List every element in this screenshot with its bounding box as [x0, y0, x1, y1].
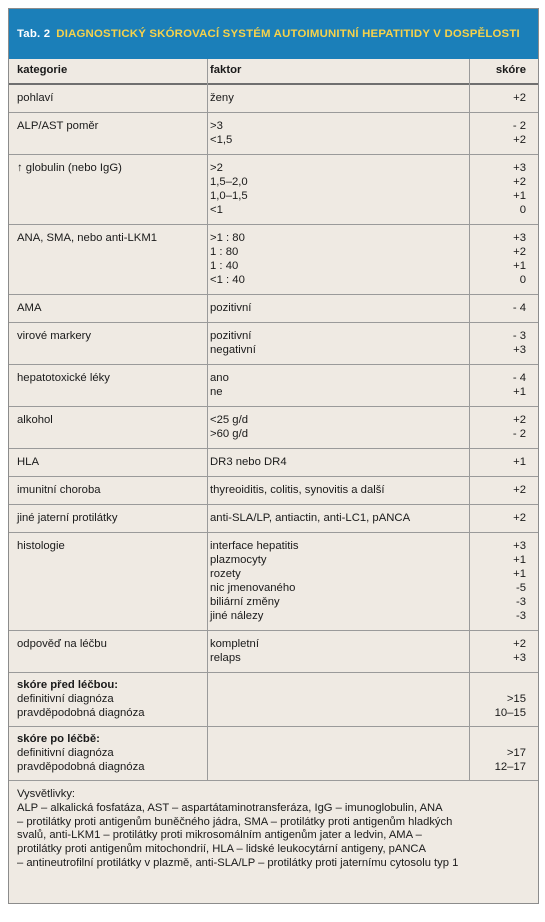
- score-before-value: >15: [506, 693, 526, 705]
- row-score: +1: [513, 456, 526, 468]
- row-factor: interface hepatitis: [210, 540, 299, 552]
- table-title-bar: [9, 9, 538, 59]
- row-factor: >1 : 80: [210, 232, 245, 244]
- row-category: virové markery: [17, 330, 92, 342]
- row-scores: [481, 455, 532, 469]
- column-header-row: [9, 59, 538, 85]
- table-row: [9, 407, 538, 449]
- row-scores: [481, 119, 532, 147]
- row-category: HLA: [17, 456, 39, 468]
- row-scores: [481, 483, 532, 497]
- row-score: +1: [513, 554, 526, 566]
- score-before-value: 10–15: [494, 707, 526, 719]
- row-score: - 4: [512, 372, 526, 384]
- row-scores: [481, 511, 532, 525]
- row-factors: [210, 413, 481, 441]
- row-factor: pozitivní: [210, 330, 252, 342]
- row-factors: [210, 483, 481, 497]
- row-score: +3: [513, 652, 526, 664]
- notes-line: – antineutrofilní protilátky v plazmě, anti-SLA/LP – protilátky proti jaternímu cytosolu typ 1: [17, 856, 459, 869]
- row-category: pohlaví: [17, 92, 54, 104]
- row-factor: ne: [210, 386, 223, 398]
- row-score: -5: [515, 582, 526, 594]
- score-after-item: pravděpodobná diagnóza: [17, 761, 145, 773]
- column-header-factor: faktor: [210, 64, 242, 76]
- row-category: ANA, SMA, nebo anti-LKM1: [17, 232, 158, 244]
- score-after-value: >17: [506, 747, 526, 759]
- row-factors: [210, 455, 481, 469]
- row-score: - 4: [512, 302, 526, 314]
- row-category: imunitní choroba: [17, 484, 101, 496]
- row-scores: [481, 413, 532, 441]
- column-divider: [207, 59, 208, 781]
- row-score: - 3: [512, 330, 526, 342]
- row-scores: [481, 231, 532, 287]
- table-row: [9, 295, 538, 323]
- row-category: ALP/AST poměr: [17, 120, 99, 132]
- row-score: +2: [513, 92, 526, 104]
- row-score: +3: [513, 540, 526, 552]
- table-row: [9, 113, 538, 155]
- row-factor: 1 : 40: [210, 260, 239, 272]
- row-factor: pozitivní: [210, 302, 252, 314]
- row-score: +2: [513, 134, 526, 146]
- row-score: 0: [519, 274, 526, 286]
- row-factor: <25 g/d: [210, 414, 249, 426]
- row-scores: [481, 329, 532, 357]
- row-factor: >2: [210, 162, 223, 174]
- table-row: [9, 631, 538, 673]
- table-row: [9, 533, 538, 631]
- column-header-score: skóre: [495, 64, 526, 76]
- table-row: [9, 477, 538, 505]
- row-factors: [210, 161, 481, 217]
- row-factor: >3: [210, 120, 223, 132]
- row-factors: [210, 91, 481, 105]
- row-score: +2: [513, 512, 526, 524]
- row-factors: [210, 231, 481, 287]
- row-factor: 1 : 80: [210, 246, 239, 258]
- row-factors: [210, 511, 481, 525]
- row-category: jiné jaterní protilátky: [17, 512, 118, 524]
- row-scores: [481, 637, 532, 665]
- table-row: [9, 449, 538, 477]
- row-score: +3: [513, 162, 526, 174]
- row-scores: [481, 539, 532, 623]
- notes-line: – protilátky proti antigenům buněčného jádra, SMA – protilátky proti antigenům hladkých: [17, 815, 453, 828]
- table-row: [9, 85, 538, 113]
- row-score: - 2: [512, 120, 526, 132]
- row-factor: kompletní: [210, 638, 259, 650]
- row-score: +3: [513, 232, 526, 244]
- row-factors: [210, 119, 481, 147]
- row-factor: <1 : 40: [210, 274, 245, 286]
- row-score: - 2: [512, 428, 526, 440]
- score-before-item: pravděpodobná diagnóza: [17, 707, 145, 719]
- row-score: +2: [513, 246, 526, 258]
- notes-line: svalů, anti-LKM1 – protilátky proti mikrosomálním antigenům jater a ledvin, AMA –: [17, 829, 422, 842]
- row-factor: plazmocyty: [210, 554, 267, 566]
- table-row: [9, 323, 538, 365]
- row-score: +1: [513, 386, 526, 398]
- row-scores: [481, 161, 532, 217]
- row-factor: <1: [210, 204, 223, 216]
- row-score: +2: [513, 176, 526, 188]
- score-before-item: definitivní diagnóza: [17, 693, 114, 705]
- row-factor: biliární změny: [210, 596, 280, 608]
- notes-line: protilátky proti antigenům mitochondrií, HLA – lidské leukocytární antigeny, pANCA: [17, 843, 426, 856]
- score-after-item: definitivní diagnóza: [17, 747, 114, 759]
- row-scores: [481, 371, 532, 399]
- table-row: [9, 365, 538, 407]
- row-factor: negativní: [210, 344, 256, 356]
- row-category: histologie: [17, 540, 65, 552]
- row-category: odpověď na léčbu: [17, 638, 107, 650]
- row-score: 0: [519, 204, 526, 216]
- row-score: +1: [513, 568, 526, 580]
- row-factor: anti-SLA/LP, antiactin, anti-LC1, pANCA: [210, 512, 411, 524]
- row-category: hepatotoxické léky: [17, 372, 110, 384]
- row-factors: [210, 637, 481, 665]
- row-factors: [210, 539, 481, 623]
- row-category: ↑ globulin (nebo IgG): [17, 162, 122, 174]
- row-factors: [210, 329, 481, 357]
- score-after-value: 12–17: [494, 761, 526, 773]
- row-score: -3: [515, 610, 526, 622]
- notes-line: ALP – alkalická fosfatáza, AST – aspartátaminotransferáza, IgG – imunoglobulin, ANA: [17, 801, 443, 814]
- table-title: DIAGNOSTICKÝ SKÓROVACÍ SYSTÉM AUTOIMUNITNÍ HEPATITIDY V DOSPĚLOSTI: [56, 28, 520, 40]
- row-score: -3: [515, 596, 526, 608]
- row-factor: DR3 nebo DR4: [210, 456, 287, 468]
- notes-section: [9, 781, 538, 871]
- row-factor: 1,5–2,0: [210, 176, 248, 188]
- score-before-block: [9, 673, 538, 727]
- row-score: +2: [513, 638, 526, 650]
- row-factor: nic jmenovaného: [210, 582, 296, 594]
- table-row: [9, 225, 538, 295]
- score-before-title: skóre před léčbou:: [17, 679, 119, 691]
- notes-heading: Vysvětlivky:: [17, 788, 76, 800]
- row-factor: ano: [210, 372, 229, 384]
- table-row: [9, 505, 538, 533]
- row-factors: [210, 371, 481, 399]
- row-factor: <1,5: [210, 134, 233, 146]
- row-factors: [210, 301, 481, 315]
- score-after-title: skóre po léčbě:: [17, 733, 100, 745]
- column-divider: [469, 59, 470, 781]
- row-scores: [481, 301, 532, 315]
- row-factor: 1,0–1,5: [210, 190, 248, 202]
- row-factor: rozety: [210, 568, 241, 580]
- row-score: +2: [513, 484, 526, 496]
- row-factor: relaps: [210, 652, 241, 664]
- row-category: AMA: [17, 302, 42, 314]
- score-table: [8, 8, 539, 904]
- row-factor: ženy: [210, 92, 234, 104]
- row-factor: >60 g/d: [210, 428, 249, 440]
- row-category: alkohol: [17, 414, 53, 426]
- score-after-block: [9, 727, 538, 781]
- row-factor: thyreoiditis, colitis, synovitis a další: [210, 484, 385, 496]
- row-scores: [481, 91, 532, 105]
- column-header-category: kategorie: [17, 64, 68, 76]
- row-score: +1: [513, 260, 526, 272]
- row-score: +1: [513, 190, 526, 202]
- table-number: Tab. 2: [17, 28, 51, 40]
- table-body: [9, 85, 538, 673]
- row-score: +3: [513, 344, 526, 356]
- table-row: [9, 155, 538, 225]
- row-score: +2: [513, 414, 526, 426]
- row-factor: jiné nálezy: [210, 610, 264, 622]
